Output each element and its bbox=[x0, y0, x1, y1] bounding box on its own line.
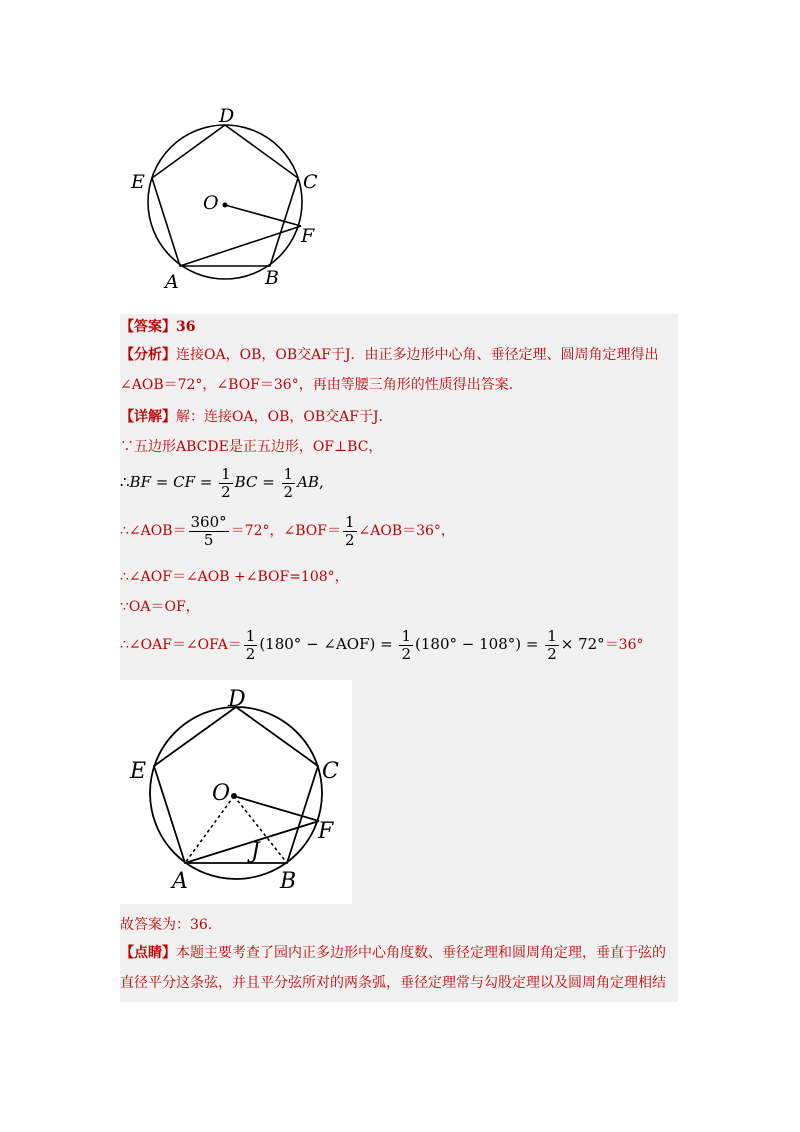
segment-of bbox=[225, 205, 301, 226]
label-f-2: F bbox=[318, 819, 334, 844]
label-j-2: J bbox=[251, 839, 260, 864]
label-b-2: B bbox=[280, 869, 297, 894]
aob-line: ∴∠AOB＝ $\frac{360^\circ}{5}$ ＝72°，∠BOF＝ $\frac{1}{2}$ ∠AOB＝36°， bbox=[120, 513, 455, 549]
circumcircle-2 bbox=[150, 707, 322, 879]
segment-af bbox=[180, 226, 301, 266]
solution-block bbox=[120, 314, 678, 1002]
pentagon-figure-1 bbox=[125, 100, 335, 300]
pentagon-abcde-2 bbox=[154, 707, 318, 863]
label-c: C bbox=[303, 171, 318, 193]
label-b: B bbox=[265, 267, 279, 289]
center-point-2 bbox=[231, 793, 237, 799]
label-e: E bbox=[131, 171, 145, 193]
dotted-oa bbox=[185, 796, 234, 863]
comment-line-2: 直径平分这条弦，并且平分弦所对的两条弧，垂径定理常与勾股定理以及圆周角定理相结 bbox=[120, 975, 666, 991]
label-o: O bbox=[203, 192, 219, 214]
label-d-2: D bbox=[228, 687, 246, 712]
arc-equation-line: ∴BF = CF = $\frac{1}{2}$ BC = $\frac{1}{2}$ AB, bbox=[120, 465, 324, 501]
aof-line: ∴∠AOF＝∠AOB +∠BOF=108°， bbox=[120, 569, 349, 585]
label-e-2: E bbox=[130, 759, 147, 784]
circumcircle bbox=[148, 125, 302, 279]
segment-of-2 bbox=[234, 796, 319, 821]
analysis-line-2: ∠AOB＝72°，∠BOF＝36°，再由等腰三角形的性质得出答案. bbox=[120, 377, 514, 393]
detail-line-1: 【详解】解：连接OA，OB，OB交AF于J． bbox=[120, 409, 393, 425]
comment-line-1: 【点睛】本题主要考查了园内正多边形中心角度数、垂径定理和圆周角定理，垂直于弦的 bbox=[120, 945, 666, 961]
label-f: F bbox=[301, 225, 315, 247]
pentagon-abcde bbox=[152, 125, 298, 266]
final-answer-line: 故答案为：36． bbox=[120, 917, 222, 933]
answer-line: 【答案】36 bbox=[120, 319, 196, 335]
label-c-2: C bbox=[322, 759, 339, 784]
figure-2-container bbox=[120, 680, 352, 904]
center-point bbox=[223, 203, 228, 208]
label-a-2: A bbox=[172, 869, 188, 894]
oaf-line: ∴∠OAF＝∠OFA＝ $\frac{1}{2}$ (180° − ∠AOF) = $\frac{1}{2}$ (180° − 108°) = $\frac{1}{2}$ × 72°＝36° bbox=[120, 627, 644, 663]
pentagon-figure-2 bbox=[120, 680, 352, 904]
label-a: A bbox=[165, 271, 179, 293]
label-d: D bbox=[219, 105, 235, 127]
dotted-ob bbox=[234, 796, 287, 863]
oa-of-line: ∵OA＝OF， bbox=[120, 599, 200, 615]
analysis-line-1: 【分析】连接OA，OB，OB交AF于J．由正多边形中心角、垂径定理、圆周角定理得出 bbox=[120, 347, 659, 363]
label-o-2: O bbox=[212, 781, 231, 806]
because-line: ∵五边形ABCDE是正五边形，OF⊥BC， bbox=[120, 439, 383, 455]
